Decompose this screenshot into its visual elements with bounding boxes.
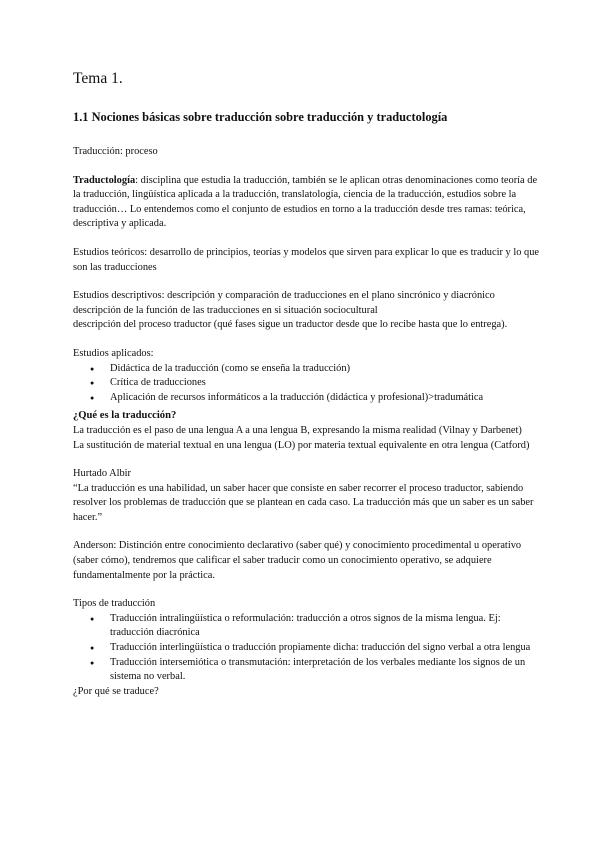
list-item: ● Didáctica de la traducción (como se enseña la traducción) — [73, 362, 540, 377]
traduccion-proceso: Traducción: proceso — [73, 146, 158, 157]
anderson-paragraph: Anderson: Distinción entre conocimiento declarativo (saber qué) y conocimiento procedimental u operativo (saber cómo), tendremos que calificar el saber traducir como un conocimiento operativo, se adquiere fundamentalmente por la práctica. — [73, 540, 522, 581]
estudios-descriptivos-line3: descripción del proceso traductor (qué fases sigue un traductor desde que lo recibe hasta que lo entrega). — [73, 319, 508, 331]
traductologia-term: Traductología — [73, 174, 136, 186]
tipos-list — [73, 612, 540, 685]
hurtado-name: Hurtado Albir — [73, 468, 132, 480]
por-que-question: ¿Por qué se traduce? — [73, 685, 159, 697]
definition-catford: La sustitución de material textual en una lengua (LO) por materia textual equivalente en otra lengua (Catford) — [73, 439, 530, 451]
estudios-descriptivos-line2: descripción de la función de las traducciones en si situación sociocultural — [73, 304, 378, 316]
estudios-descriptivos-line1: Estudios descriptivos: descripción y comparación de traducciones en el plano sincrónico y diacrónico — [73, 290, 495, 302]
tipos-label: Tipos de traducción — [73, 598, 156, 610]
list-item: ● Traducción intersemiótica o transmutación: interpretación de los verbales mediante los signos de un sistema no verbal. — [73, 656, 540, 685]
definition-vilnay: La traducción es el paso de una lengua A a una lengua B, expresando la misma realidad (Vilnay y Darbenet) — [73, 424, 522, 436]
list-item: ● Aplicación de recursos informáticos a la traducción (didáctica y profesional)>tradumática — [73, 391, 540, 406]
estudios-aplicados-list — [73, 362, 540, 406]
list-item: ● Traducción interlingüística o traducción propiamente dicha: traducción del signo verbal a otra lengua — [73, 641, 540, 656]
section-heading: 1.1 Nociones básicas sobre traducción sobre traducción y traductología — [73, 110, 448, 124]
list-item: ● Traducción intralingüística o reformulación: traducción a otros signos de la misma lengua. Ej: traducción diacrónica — [73, 612, 540, 641]
traductologia-paragraph — [73, 174, 540, 232]
page-title: Tema 1. — [73, 70, 123, 87]
estudios-teoricos-paragraph: Estudios teóricos: desarrollo de principios, teorías y modelos que sirven para explicar lo que es traducir y lo que son las traducciones — [73, 246, 540, 273]
list-item: ● Crítica de traducciones — [73, 376, 540, 391]
hurtado-quote: “La traducción es una habilidad, un saber hacer que consiste en saber recorrer el proceso traductor, sabiendo resolver los problemas de traducción que se plantean en cada caso. La traducción más que un saber es un saber hacer.” — [73, 482, 534, 523]
que-es-heading: ¿Qué es la traducción? — [73, 410, 177, 422]
estudios-aplicados-label: Estudios aplicados: — [73, 347, 154, 359]
traductologia-text: : disciplina que estudia la traducción, también se le aplican otras denominaciones como teoría de la traducción, lingüística aplicada a la traducción, translatología, ciencia de la traducción, estudios sobre la traducción… Lo entendemos como el conjunto de estudios en torno a la traducción desde tres ramas: teórica, descriptiva y aplicada. — [73, 174, 538, 230]
